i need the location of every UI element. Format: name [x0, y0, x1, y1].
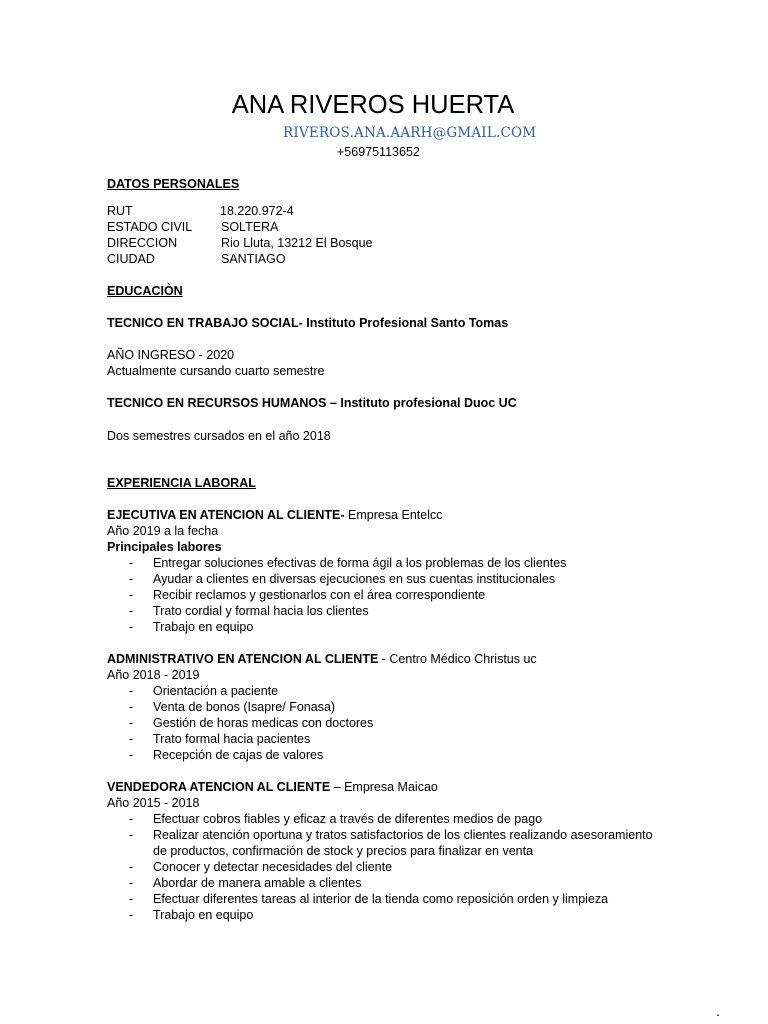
job-title-line [107, 779, 438, 795]
address-label: DIRECCION [107, 236, 178, 250]
education-1-line-1: AÑO INGRESO - 2020 [107, 348, 235, 362]
bullet-dash: - [129, 572, 134, 586]
page-mark: . [716, 1003, 720, 1019]
rut-label: RUT [107, 204, 133, 218]
list-item: - Entregar soluciones efectivas de forma ágil a los problemas de los clientes [129, 556, 567, 570]
list-item: - Trabajo en equipo [129, 908, 254, 922]
job-title: ADMINISTRATIVO EN ATENCION AL CLIENTE [107, 652, 379, 666]
education-1-line-2: Actualmente cursando cuarto semestre [107, 364, 325, 378]
education-2-line-1: Dos semestres cursados en el año 2018 [107, 429, 331, 443]
list-item: - Realizar atención oportuna y tratos satisfactorios de los clientes realizando asesoramiento [129, 828, 653, 842]
job-title-line [107, 507, 442, 523]
job-title: VENDEDORA ATENCION AL CLIENTE [107, 780, 331, 794]
address-value: Rio Lluta, 13212 El Bosque [221, 236, 373, 250]
rut-value: 18.220.972-4 [220, 204, 294, 218]
bullet-dash: - [129, 812, 134, 826]
list-item: - Recibir reclamos y gestionarlos con el área correspondiente [129, 588, 486, 602]
bullet-dash: - [129, 876, 134, 890]
list-item: - Trato cordial y formal hacia los clientes [129, 604, 369, 618]
job-duties-list [107, 811, 653, 923]
job-period: Año 2019 a la fecha [107, 524, 219, 538]
bullet-dash: - [129, 684, 134, 698]
candidate-name: ANA RIVEROS HUERTA [231, 91, 515, 119]
job-duties-list [107, 555, 566, 635]
list-item: - Venta de bonos (Isapre/ Fonasa) [129, 700, 336, 714]
list-item: - Efectuar cobros fiables y eficaz a través de diferentes medios de pago [129, 812, 543, 826]
bullet-dash: - [129, 892, 134, 906]
education-title-1: TECNICO EN TRABAJO SOCIAL- Instituto Profesional Santo Tomas [107, 316, 509, 330]
list-item: - Efectuar diferentes tareas al interior de la tienda como reposición orden y limpieza [129, 892, 609, 906]
job-company: Empresa Entelcc [344, 508, 443, 522]
bullet-dash: - [129, 732, 134, 746]
list-item: - Trato formal hacia pacientes [129, 732, 311, 746]
job-company: – Empresa Maicao [330, 780, 438, 794]
list-item: - Abordar de manera amable a clientes [129, 876, 362, 890]
job-title-line [107, 651, 537, 667]
bullet-dash: - [129, 604, 134, 618]
education-heading: EDUCACIÒN [107, 284, 183, 298]
list-item: - Trabajo en equipo [129, 620, 254, 634]
personal-data-heading: DATOS PERSONALES [107, 177, 240, 191]
job-duties-subheading: Principales labores [107, 540, 222, 554]
list-item: de productos, confirmación de stock y precios para finalizar en venta [153, 844, 534, 858]
job-period: Año 2015 - 2018 [107, 796, 200, 810]
list-item: - Conocer y detectar necesidades del cliente [129, 860, 393, 874]
education-title-2: TECNICO EN RECURSOS HUMANOS – Instituto profesional Duoc UC [107, 396, 517, 410]
email-link[interactable]: RIVEROS.ANA.AARH@GMAIL.COM [283, 125, 537, 141]
bullet-dash: - [129, 828, 134, 842]
list-item: - Gestión de horas medicas con doctores [129, 716, 374, 730]
civil-status-label: ESTADO CIVIL [107, 220, 193, 234]
bullet-dash: - [129, 588, 134, 602]
job-title: EJECUTIVA EN ATENCION AL CLIENTE- [107, 508, 345, 522]
bullet-dash: - [129, 620, 134, 634]
phone-number: +56975113652 [337, 145, 420, 159]
bullet-dash: - [129, 700, 134, 714]
job-period: Año 2018 - 2019 [107, 668, 200, 682]
city-value: SANTIAGO [221, 252, 286, 266]
bullet-dash: - [129, 908, 134, 922]
experience-heading: EXPERIENCIA LABORAL [107, 476, 256, 490]
bullet-dash: - [129, 748, 134, 762]
job-duties-list [107, 683, 373, 763]
list-item: - Recepción de cajas de valores [129, 748, 324, 762]
bullet-dash: - [129, 860, 134, 874]
bullet-dash: - [129, 716, 134, 730]
list-item: - Orientación a paciente [129, 684, 279, 698]
job-company: - Centro Médico Christus uc [378, 652, 537, 666]
civil-status-value: SOLTERA [221, 220, 279, 234]
list-item: - Ayudar a clientes en diversas ejecuciones en sus cuentas institucionales [129, 572, 556, 586]
bullet-dash: - [129, 556, 134, 570]
city-label: CIUDAD [107, 252, 155, 266]
